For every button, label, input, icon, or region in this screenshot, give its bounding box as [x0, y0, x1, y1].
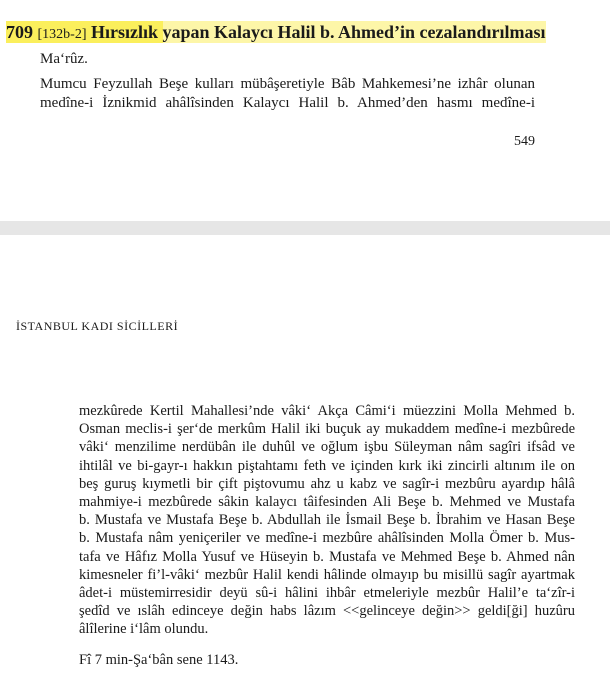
- paragraph-line: Mumcu Feyzullah Beşe kulları mübâşeretiyle Bâb Mahkemesi’ne izhâr olunan: [40, 76, 535, 92]
- paragraph-line: mezkûrede Kertil Mahallesi’nde vâki‘ Akça Câmi‘i müezzini Molla Mehmed b.: [79, 403, 575, 419]
- entry-heading: [6, 20, 546, 45]
- paragraph-line: âlîlerine i‘lâm olundu.: [79, 621, 209, 638]
- paragraph-line: Osman meclis-i şer‘de merkûm Halil iki buçuk ay mukaddem medîne-i mezbûrede: [79, 421, 575, 438]
- paragraph-line: ihtilâl ve bi-gayr-ı hakkın piştahtamı feth ve içinden kırk iki zincirli altınım ile on: [79, 457, 575, 474]
- upper-paragraph: [40, 75, 535, 113]
- entry-title-part2: yapan Kalaycı Halil b. Ahmed’in cezalandırılması: [162, 22, 546, 42]
- entry-reference: [132b-2]: [37, 27, 87, 42]
- paragraph-line: beş guruş kıymetli bir çift piştovumu ahz u kabz ve sagîr-i mezbûru ayardıp hâlâ: [79, 475, 575, 492]
- paragraph-line: b. Mustafa ve Mustafa Beşe b. Abdullah ile İsmail Beşe b. İbrahim ve Hasan Beşe: [79, 512, 575, 529]
- entry-status: Ma‘rûz.: [40, 51, 88, 67]
- entry-number: 709: [6, 22, 33, 42]
- paragraph-line: b. Mustafa nâm yeniçeriler ve medîne-i mezbûre ahâlîsinden Molla Ömer b. Mus-: [79, 530, 575, 547]
- paragraph-line: medîne-i İznikmid ahâlîsinden Kalaycı Halil b. Ahmed’den hasmı medîne-i: [40, 95, 535, 111]
- upper-page: [0, 0, 610, 221]
- entry-title-part1: Hırsızlık: [91, 22, 163, 42]
- paragraph-line: mahmiye-i mezbûrede sâkin kalaycı tâifesinden Ali Beşe b. Mehmed ve Mustafa: [79, 494, 575, 511]
- lower-paragraph: [79, 402, 575, 639]
- page-number: 549: [514, 134, 535, 149]
- paragraph-line: âdet-i müstemirresidir deyü sû-i hâlini ihbâr etmeleriyle mezbûr Halil’e ta‘zîr-i: [79, 585, 575, 602]
- paragraph-line: kimesneler fi’l-vâki‘ mezbûr Halil kendi hâlinde olmayıp bu misillü sagîr ayartmak: [79, 566, 575, 583]
- page-separator: [0, 221, 610, 235]
- paragraph-line: tafa ve Hâfız Molla Yusuf ve Hüseyin b. Mustafa ve Mehmed Beşe b. Ahmed nân: [79, 548, 575, 565]
- paragraph-line: vâki‘ menzilime nerdübân ile duhûl ve oğlum işbu Süleyman nâm sagîri ifsâd ve: [79, 439, 575, 456]
- document-date: Fî 7 min-Şa‘bân sene 1143.: [79, 652, 239, 668]
- paragraph-line: şedîd ve ıslâh edinceye değin habs lâzım <<gelinceye değin>> geldi[ği] huzûru: [79, 603, 575, 620]
- running-header: İSTANBUL KADI SİCİLLERİ: [16, 319, 179, 333]
